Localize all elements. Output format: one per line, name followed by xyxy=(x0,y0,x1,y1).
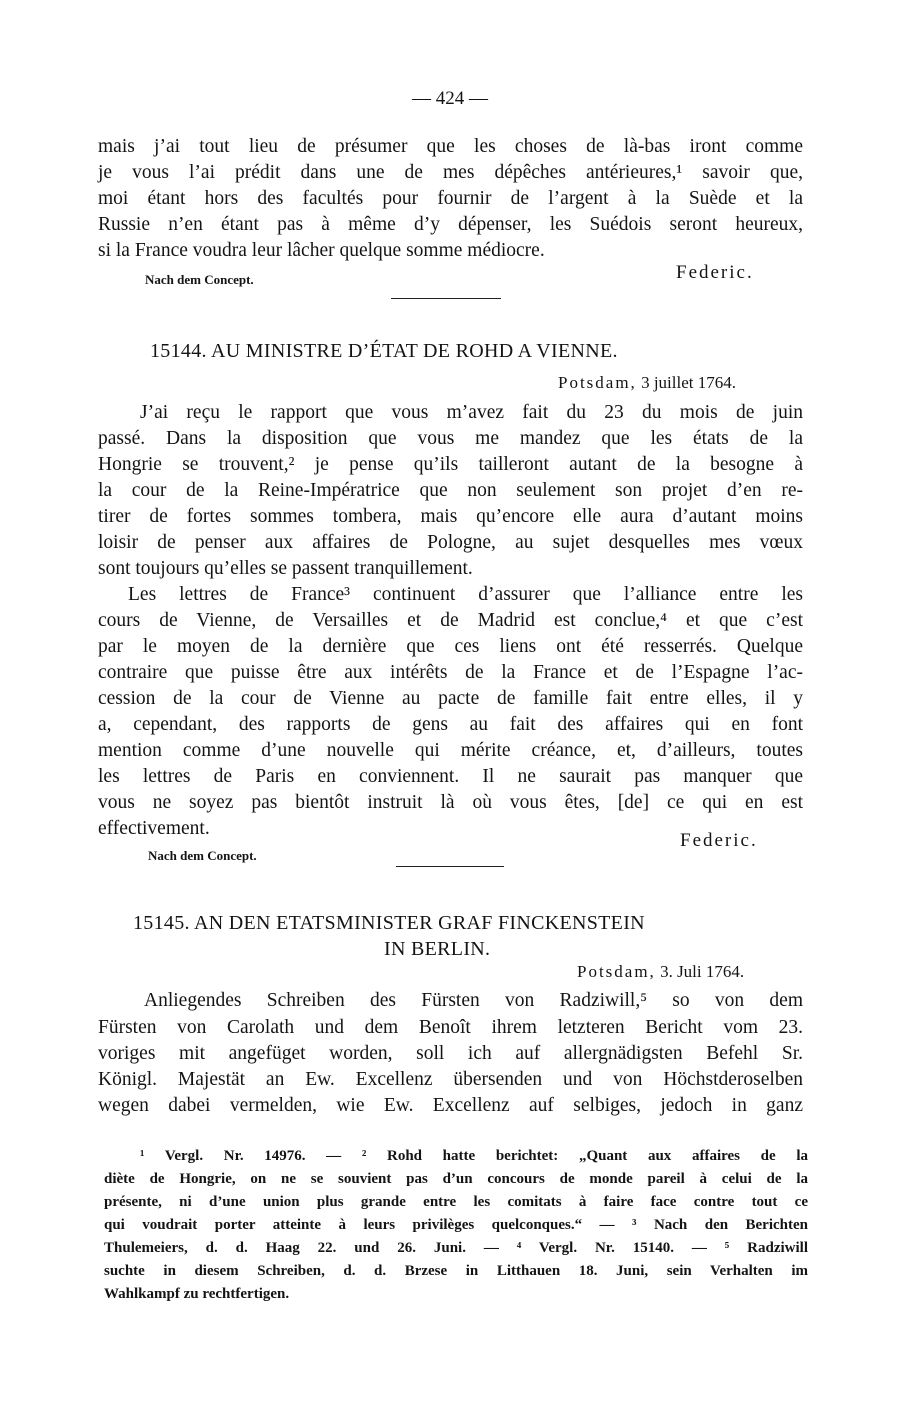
signature: Federic. xyxy=(676,262,754,283)
signature: Federic. xyxy=(680,830,758,851)
text-line: cession de la cour de Vienne au pacte de famille fait entre elles, il y xyxy=(98,688,803,709)
letter-heading: 15144. AU MINISTRE D’ÉTAT DE ROHD A VIENNE. xyxy=(150,340,618,362)
text-line: passé. Dans la disposition que vous me mandez que les états de la xyxy=(98,428,803,449)
footnote-line: Thulemeiers, d. d. Haag 22. und 26. Juni. — ⁴ Vergl. Nr. 15140. — ⁵ Radziwill xyxy=(104,1240,808,1256)
text-line: voriges mit angefüget worden, soll ich auf allergnädigsten Befehl Sr. xyxy=(98,1043,803,1064)
footnote-line: Wahlkampf zu rechtfertigen. xyxy=(104,1286,290,1302)
source-note: Nach dem Concept. xyxy=(145,272,254,287)
text-line: je vous l’ai prédit dans une de mes dépêches antérieures,¹ savoir que, xyxy=(98,162,803,183)
text-line: contraire que puisse être aux intérêts de la France et de l’Espagne l’ac- xyxy=(98,662,803,683)
source-note: Nach dem Concept. xyxy=(148,848,257,863)
footnote-line: suchte in diesem Schreiben, d. d. Brzese in Litthauen 18. Juni, sein Verhalten im xyxy=(104,1263,808,1279)
dateline-date: 3. Juli 1764. xyxy=(660,962,745,981)
text-line: les lettres de Paris en conviennent. Il ne saurait pas manquer que xyxy=(98,766,803,787)
text-line: Russie n’en étant pas à même d’y dépenser, les Suédois seront heureux, xyxy=(98,214,803,235)
text-line: effectivement. xyxy=(98,818,210,839)
text-line: Anliegendes Schreiben des Fürsten von Radziwill,⁵ so von dem xyxy=(144,990,803,1011)
text-line: loisir de penser aux affaires de Pologne, au sujet desquelles mes vœux xyxy=(98,532,803,553)
text-line: la cour de la Reine-Impératrice que non seulement son projet d’en re- xyxy=(98,480,803,501)
divider xyxy=(391,298,501,299)
footnote-line: qui voudrait porter atteinte à leurs privilèges quelconques.“ — ³ Nach den Berichten xyxy=(104,1217,808,1233)
divider xyxy=(396,866,504,867)
text-line: tirer de fortes sommes tombera, mais qu’encore elle aura d’autant moins xyxy=(98,506,803,527)
letter-heading-continued: IN BERLIN. xyxy=(384,938,491,960)
footnote-line: présente, ni d’une union plus grande entre les comitats à faire face contre tout ce xyxy=(104,1194,808,1210)
dateline xyxy=(577,962,744,982)
text-line: Les lettres de France³ continuent d’assurer que l’alliance entre les xyxy=(128,584,803,605)
text-line: moi étant hors des facultés pour fournir de l’argent à la Suède et la xyxy=(98,188,803,209)
text-line: Hongrie se trouvent,² je pense qu’ils tailleront autant de la besogne à xyxy=(98,454,803,475)
text-line: wegen dabei vermelden, wie Ew. Excellenz auf selbiges, jedoch in ganz xyxy=(98,1095,803,1116)
dateline-place: Potsdam, xyxy=(558,373,637,392)
footnote-line: ¹ Vergl. Nr. 14976. — ² Rohd hatte berichtet: „Quant aux affaires de la xyxy=(140,1148,808,1164)
text-line: a, cependant, des rapports de gens au fait des affaires qui en font xyxy=(98,714,803,735)
dateline-place: Potsdam, xyxy=(577,962,656,981)
page-number: — 424 — xyxy=(412,88,488,109)
text-line: cours de Vienne, de Versailles et de Madrid est conclue,⁴ et que c’est xyxy=(98,610,803,631)
dateline xyxy=(558,373,736,393)
letter-heading: 15145. AN DEN ETATSMINISTER GRAF FINCKENSTEIN xyxy=(133,912,645,934)
text-line: Königl. Majestät an Ew. Excellenz übersenden und von Höchstderoselben xyxy=(98,1069,803,1090)
dateline-date: 3 juillet 1764. xyxy=(641,373,736,392)
footnote-line: diète de Hongrie, on ne se souvient pas d’un concours de monde pareil à celui de la xyxy=(104,1171,808,1187)
text-line: mais j’ai tout lieu de présumer que les choses de là-bas iront comme xyxy=(98,136,803,157)
text-line: mention comme d’une nouvelle qui mérite créance, et, d’ailleurs, toutes xyxy=(98,740,803,761)
text-line: vous ne soyez pas bientôt instruit là où vous êtes, [de] ce qui en est xyxy=(98,792,803,813)
text-line: si la France voudra leur lâcher quelque somme médiocre. xyxy=(98,240,545,261)
text-line: Fürsten von Carolath und dem Benoît ihrem letzteren Bericht vom 23. xyxy=(98,1017,803,1038)
text-line: par le moyen de la dernière que ces liens ont été resserrés. Quelque xyxy=(98,636,803,657)
text-line: J’ai reçu le rapport que vous m’avez fait du 23 du mois de juin xyxy=(140,402,803,423)
text-line: sont toujours qu’elles se passent tranquillement. xyxy=(98,558,473,579)
